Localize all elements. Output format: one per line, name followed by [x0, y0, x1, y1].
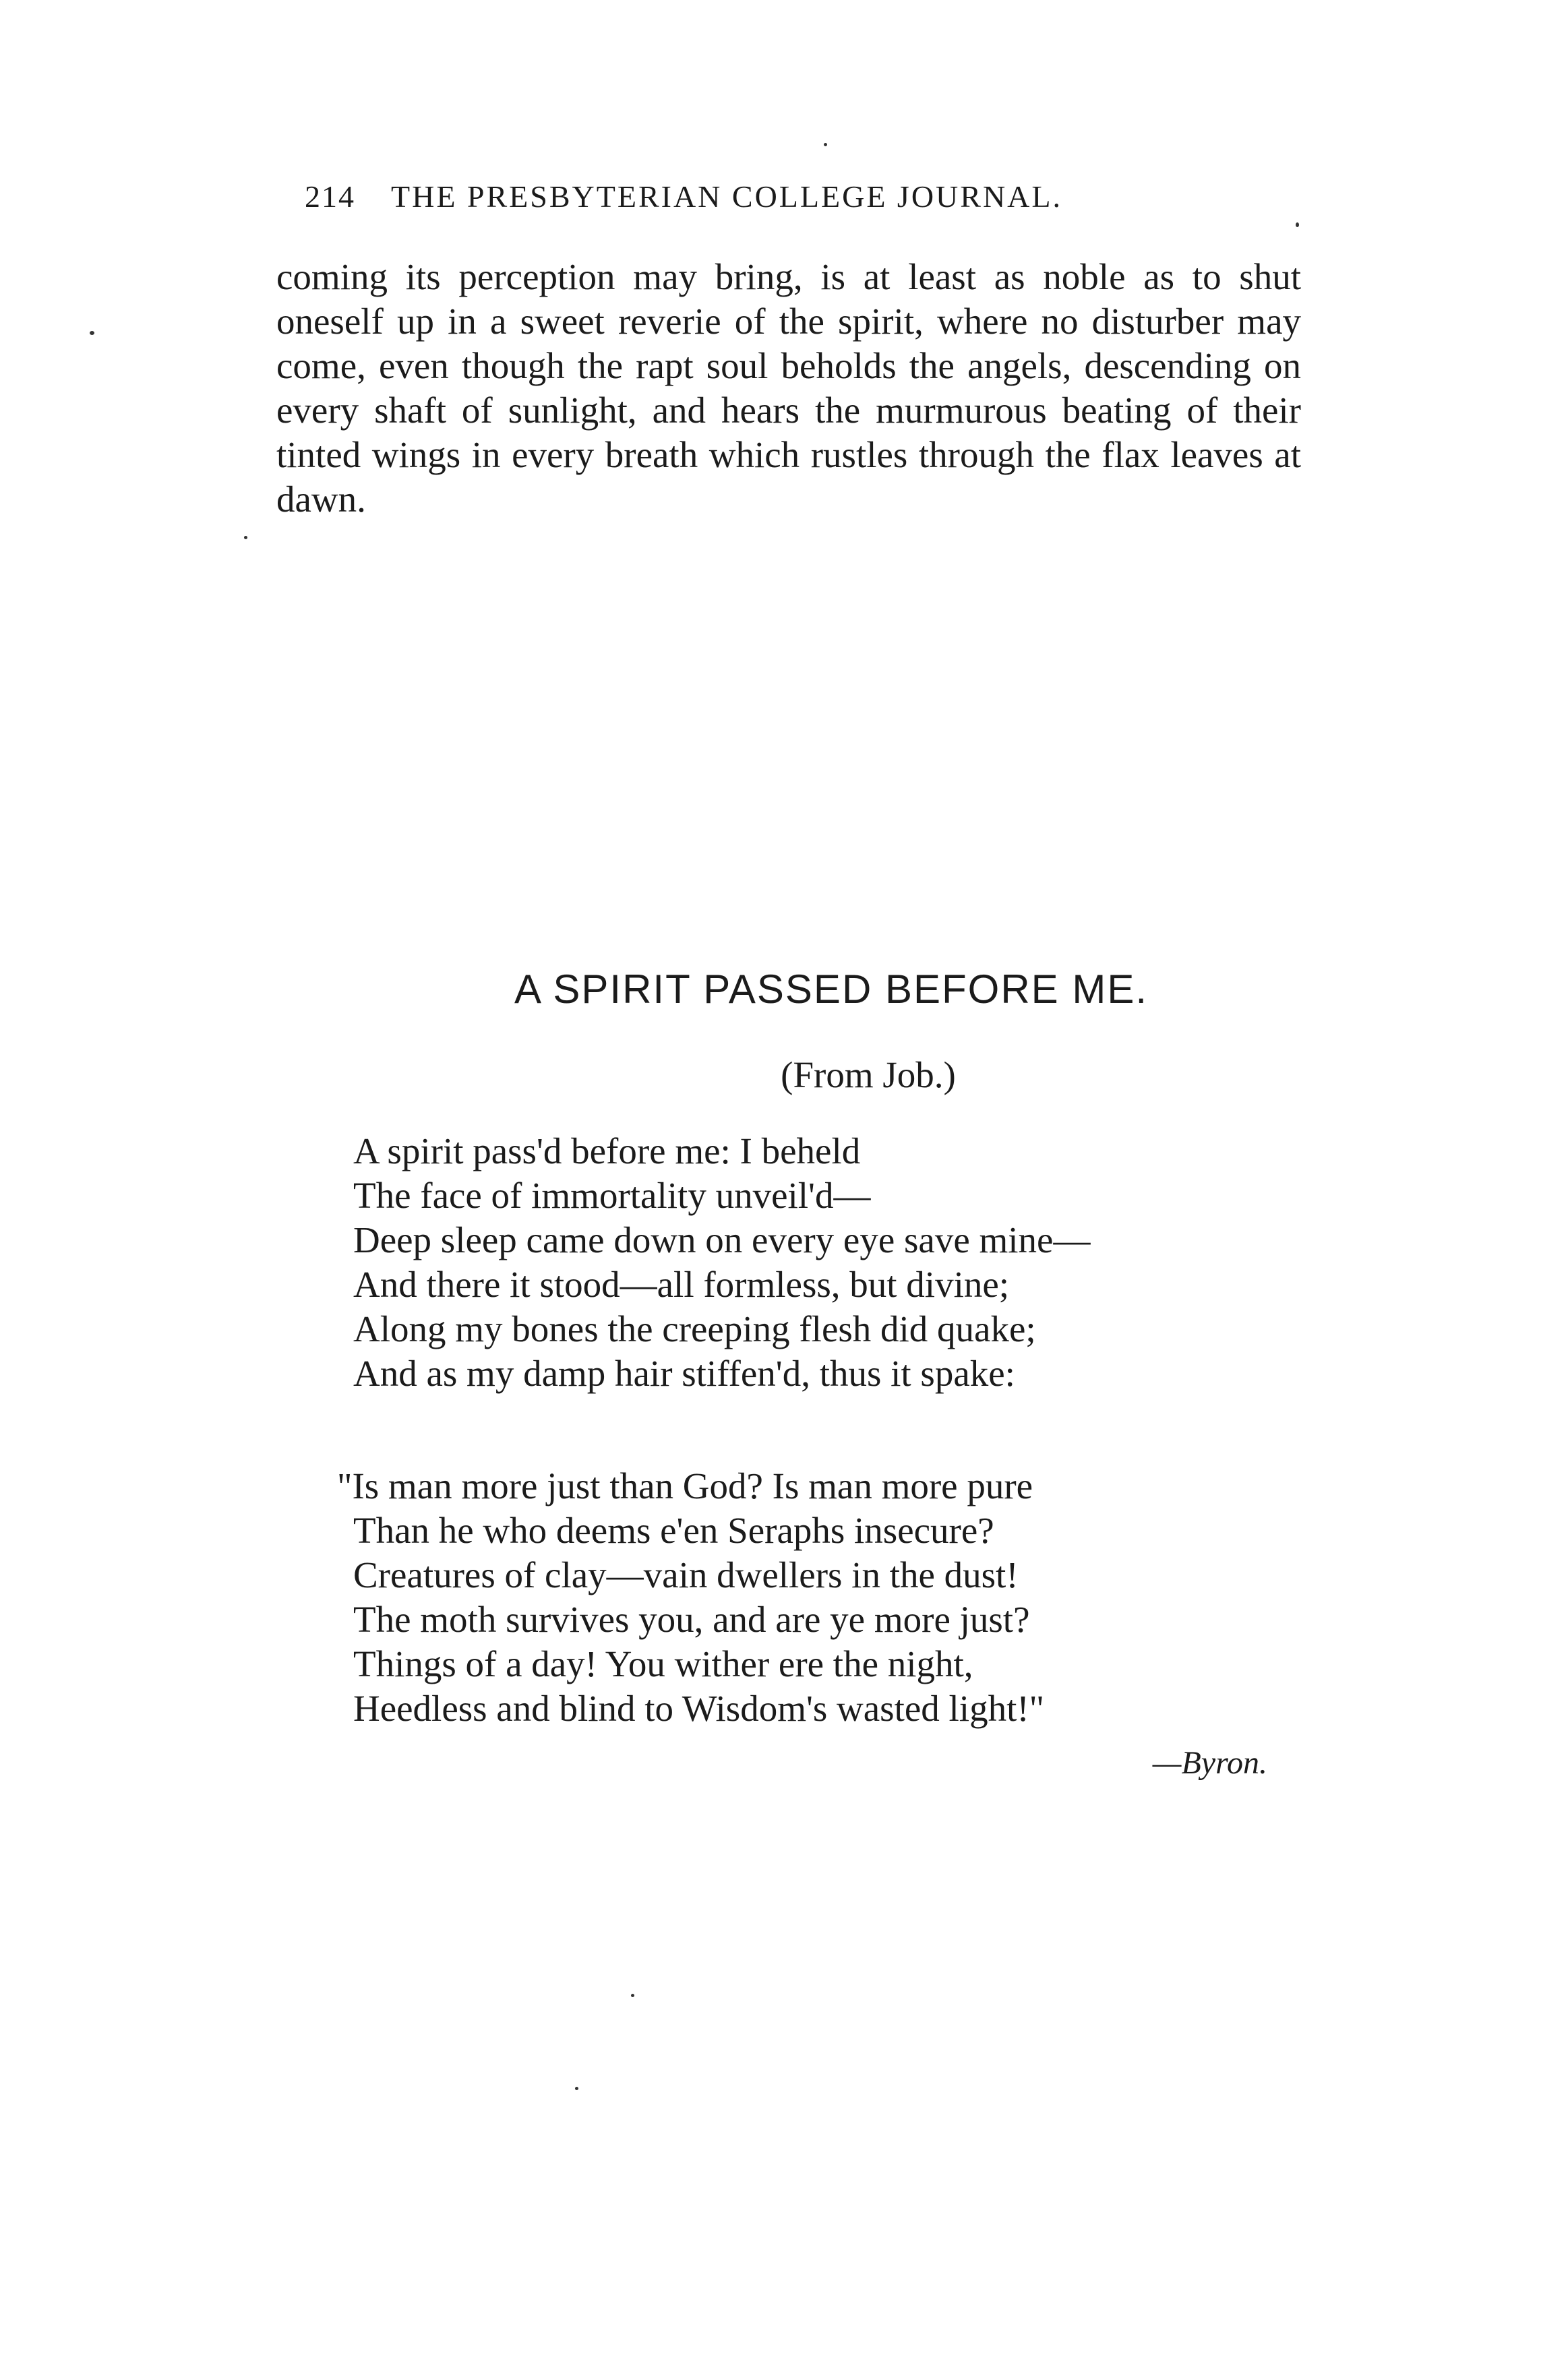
poem-line: "Is man more just than God? Is man more pure: [337, 1465, 1033, 1506]
poem-line: Creatures of clay—vain dwellers in the dust!: [353, 1554, 1019, 1595]
poem-line: The moth survives you, and are ye more just?: [353, 1599, 1030, 1640]
scan-speck: [631, 1994, 634, 1997]
poem-line: Than he who deems e'en Seraphs insecure?: [353, 1510, 994, 1551]
scan-speck: [90, 331, 94, 335]
poem-attribution: —Byron.: [1152, 1745, 1267, 1781]
poem-line: A spirit pass'd before me: I beheld: [353, 1130, 861, 1171]
poem-line: Heedless and blind to Wisdom's wasted light!": [353, 1688, 1045, 1729]
poem-line: Along my bones the creeping flesh did quake;: [353, 1308, 1036, 1349]
poem-line: Deep sleep came down on every eye save mine—: [353, 1219, 1091, 1260]
scan-speck: [244, 536, 247, 539]
scan-speck: [1296, 222, 1299, 227]
running-head: [305, 177, 1289, 217]
scan-speck: [824, 143, 827, 146]
scan-speck: [575, 2087, 578, 2090]
poem-line: Things of a day! You wither ere the night,: [353, 1643, 973, 1684]
poem-line: And there it stood—all formless, but divine;: [353, 1264, 1010, 1305]
poem-line: And as my damp hair stiffen'd, thus it spake:: [353, 1353, 1015, 1394]
poem-stanza-2: [337, 1464, 1297, 1731]
prose-continuation: [276, 255, 1301, 522]
poem-line: The face of immortality unveil'd—: [353, 1175, 871, 1216]
poem-title: A SPIRIT PASSED BEFORE ME.: [514, 967, 1149, 1012]
poem-subtitle: (From Job.): [781, 1054, 956, 1095]
page-number: 214: [305, 179, 355, 214]
poem-stanza-1: [353, 1129, 1297, 1396]
journal-title: THE PRESBYTERIAN COLLEGE JOURNAL.: [391, 179, 1062, 214]
prose-paragraph: coming its perception may bring, is at least as noble as to shut oneself up in a sweet reverie of the spirit, where no disturber may come, even though the rapt soul beholds the angels, descending on every shaft of sunlight, and hears the murmurous beating of their tinted wings in every breath which rustles through the flax leaves at dawn.: [276, 256, 1301, 520]
